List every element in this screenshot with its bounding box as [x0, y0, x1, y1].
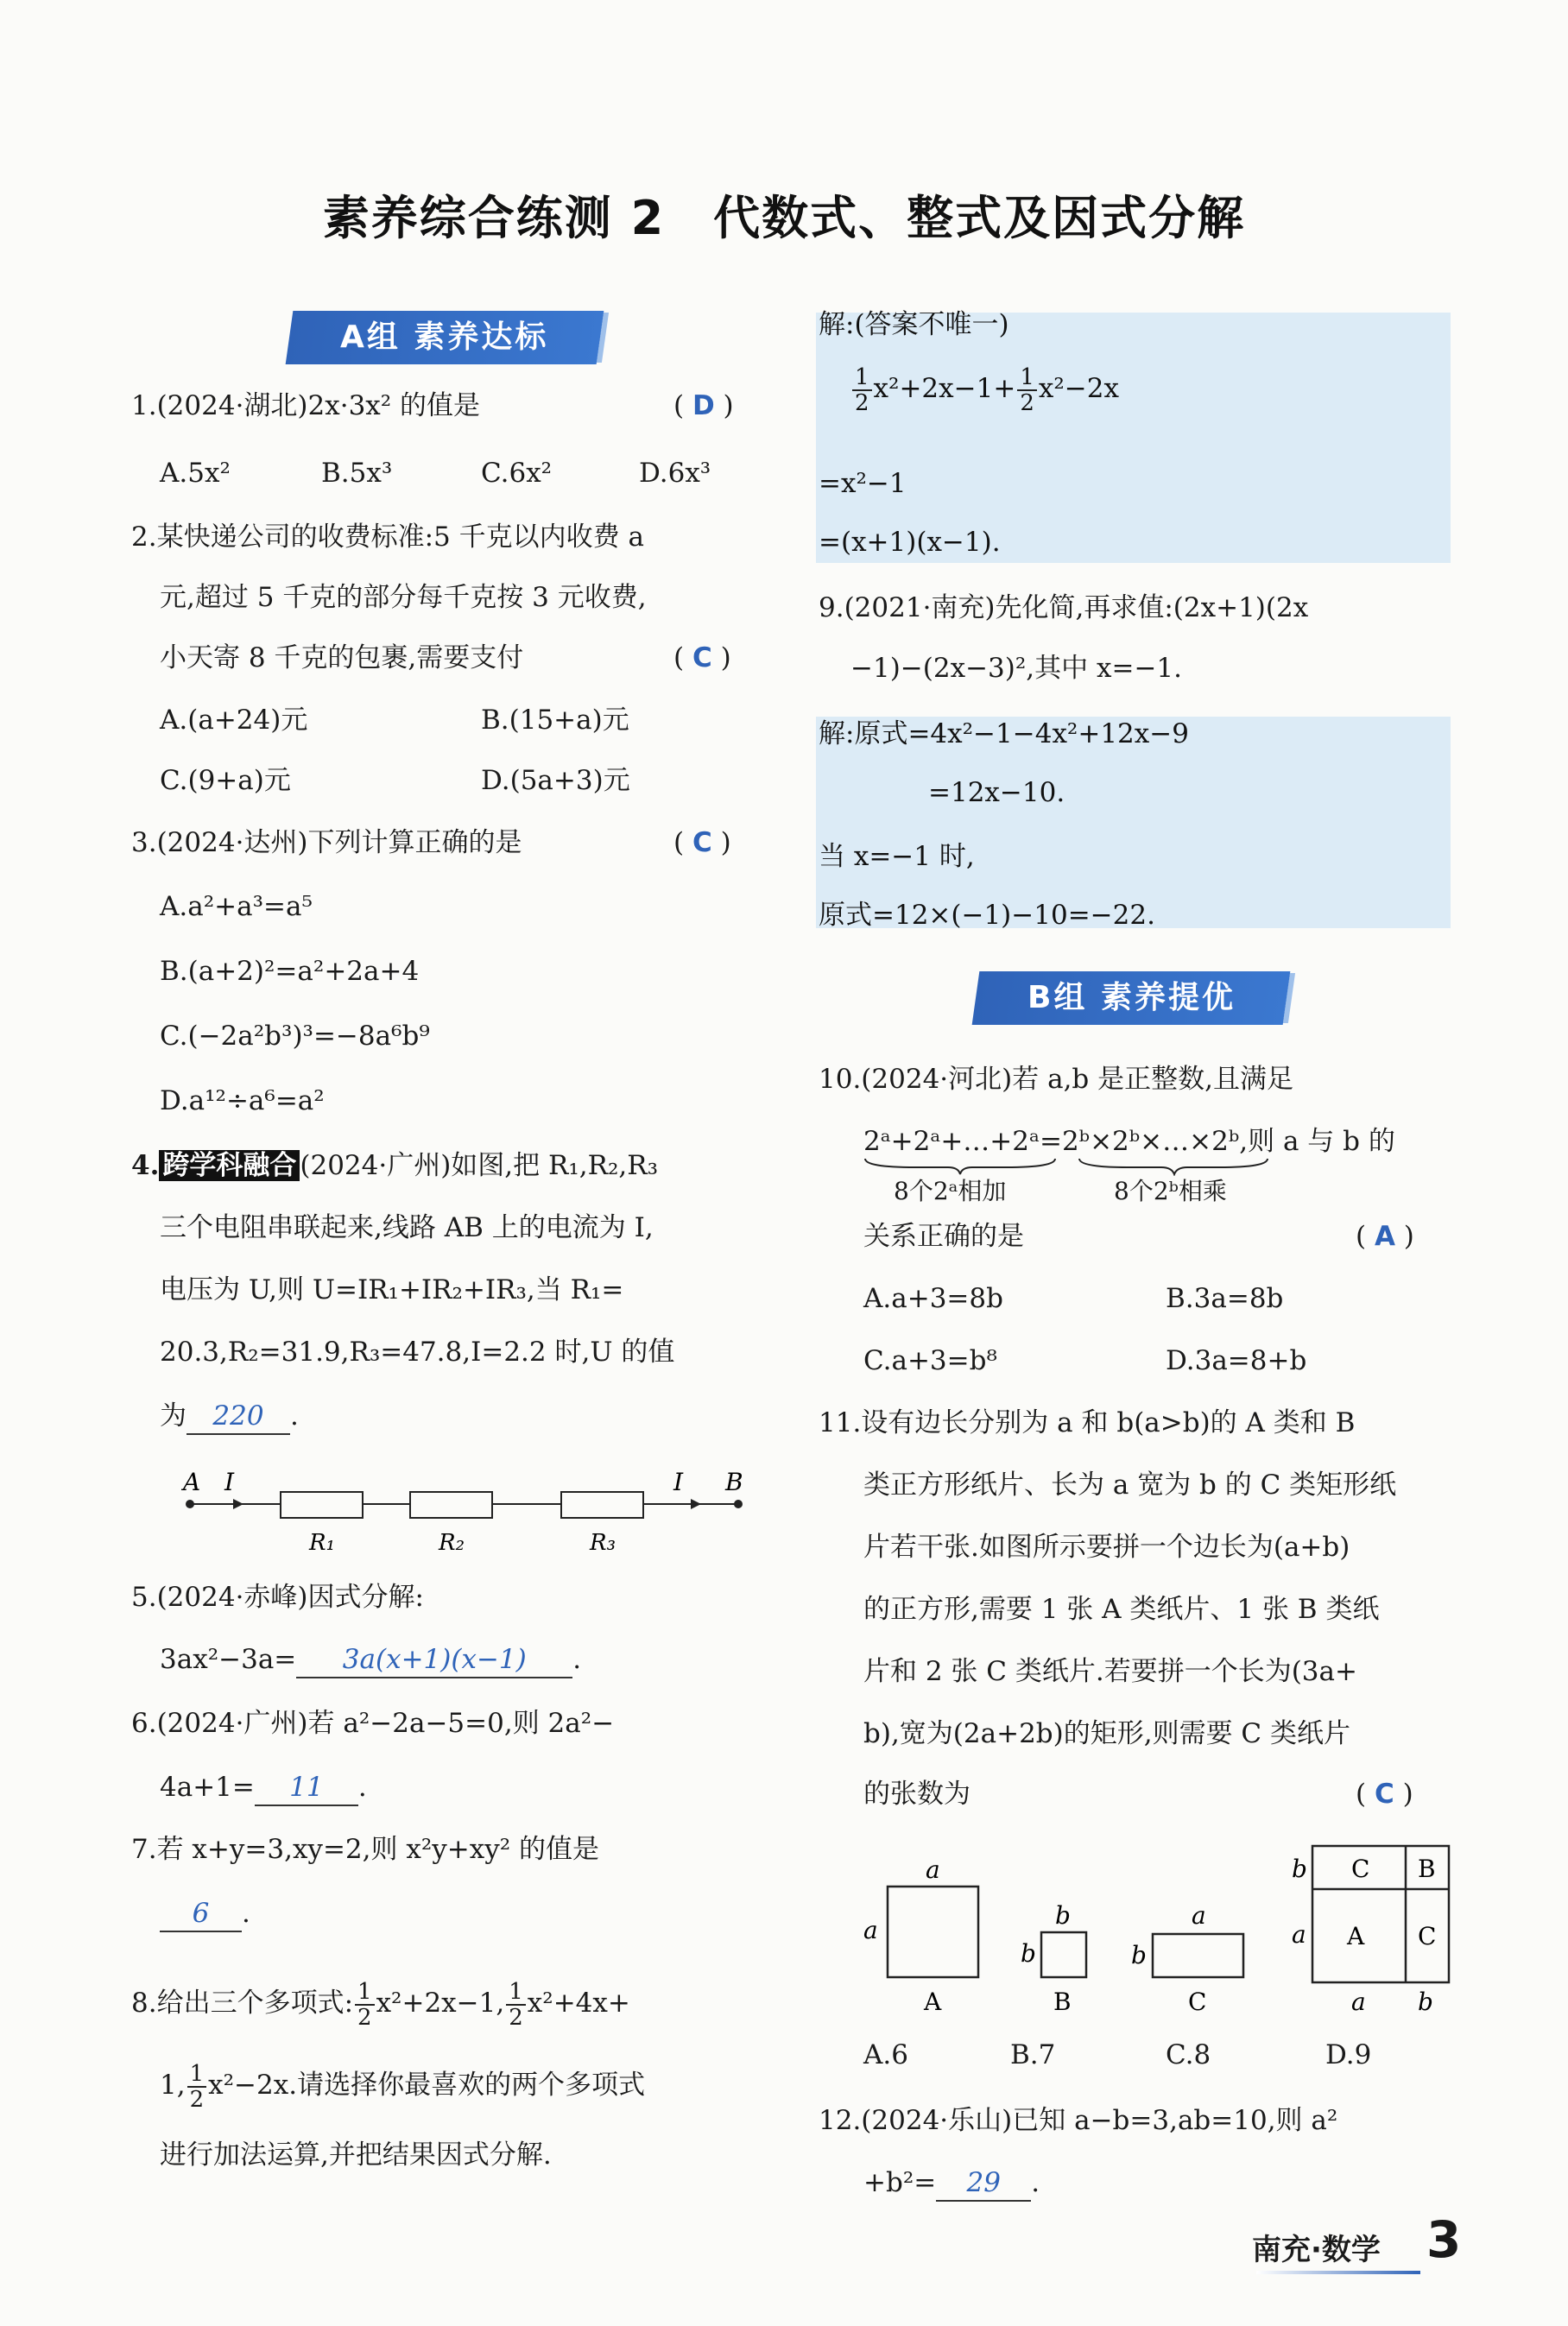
q11-opt-d: D.9 — [1325, 2039, 1372, 2070]
page-title: 素养综合练测 2 代数式、整式及因式分解 — [322, 191, 1246, 245]
fig-a-top: a — [926, 1855, 940, 1884]
fig-c-top: a — [1192, 1901, 1206, 1930]
fig-comp-c-top: C — [1351, 1855, 1370, 1883]
fig-label-a: A — [924, 1988, 942, 2016]
circuit-label-i1: I — [224, 1468, 235, 1496]
q8-solution-line3: =(x+1)(x−1). — [819, 527, 1001, 558]
q3-opt-d: D.a¹²÷a⁶=a² — [160, 1085, 325, 1116]
q1-opt-a: A.5x² — [160, 458, 231, 489]
q2-line1: 2.某快递公司的收费标准:5 千克以内收费 a — [131, 521, 644, 553]
circuit-label-b: B — [725, 1468, 743, 1496]
q10-opt-b: B.3a=8b — [1166, 1283, 1284, 1314]
q10-braces — [863, 1157, 1278, 1176]
q6-answer-blank: 11 — [255, 1770, 358, 1806]
q8-solution-line1: $\frac{1}{2}$ x²+2x−1+ $\frac{1}{2}$ x²−2x — [850, 363, 1119, 415]
q4-answer-blank: 220 — [187, 1399, 290, 1435]
footer-underline — [1256, 2271, 1420, 2274]
q3-opt-a: A.a²+a³=a⁵ — [160, 891, 313, 922]
q10-opt-a: A.a+3=8b — [863, 1283, 1003, 1314]
q8-line3: 进行加法运算,并把结果因式分解. — [160, 2140, 552, 2171]
fig-comp-a-left: a — [1292, 1920, 1306, 1949]
circuit-label-r2: R₂ — [439, 1530, 465, 1556]
q10-opt-c: C.a+3=b⁸ — [863, 1345, 997, 1376]
q10-line2: 2ᵃ+2ᵃ+…+2ᵃ=2ᵇ×2ᵇ×…×2ᵇ,则 a 与 b 的 — [863, 1126, 1395, 1157]
q10-answer: ( A ) — [1356, 1221, 1414, 1252]
fig-comp-b: B — [1418, 1855, 1436, 1883]
q4-line3: 电压为 U,则 U=IR₁+IR₂+IR₃,当 R₁= — [160, 1274, 624, 1305]
q2-opt-a: A.(a+24)元 — [160, 705, 308, 736]
q12-line1: 12.(2024·乐山)已知 a−b=3,ab=10,则 a² — [819, 2105, 1338, 2136]
q1-answer: ( D ) — [673, 390, 734, 421]
q10-line3: 关系正确的是 — [863, 1221, 1024, 1252]
q10-sum: 2ᵃ+2ᵃ+…+2ᵃ — [863, 1126, 1040, 1157]
q11-line2: 类正方形纸片、长为 a 宽为 b 的 C 类矩形纸 — [863, 1470, 1397, 1501]
q8-solution-head: 解:(答案不唯一) — [819, 309, 1009, 340]
fig-label-b: B — [1053, 1988, 1072, 2016]
circuit-diagram — [173, 1459, 760, 1563]
circuit-label-r3: R₃ — [590, 1530, 616, 1556]
fig-c-left: b — [1131, 1941, 1147, 1969]
q3-answer: ( C ) — [673, 827, 731, 858]
q11-line1: 11.设有边长分别为 a 和 b(a>b)的 A 类和 B — [819, 1407, 1356, 1438]
q8-line1: 8.给出三个多项式: $\frac{1}{2}$ x²+2x−1, $\frac{1}{2}$ x²+4x+ — [131, 1978, 630, 2031]
q2-opt-b: B.(15+a)元 — [481, 705, 629, 736]
q9-line2: −1)−(2x−3)²,其中 x=−1. — [850, 653, 1183, 684]
q8-solution-line2: =x²−1 — [819, 468, 907, 499]
q6-line2: 4a+1= 11 . — [160, 1770, 367, 1806]
q4-tag: 跨学科融合 — [159, 1150, 300, 1181]
q2-opt-c: C.(9+a)元 — [160, 765, 291, 796]
q5-answer-blank: 3a(x+1)(x−1) — [296, 1642, 572, 1678]
q7-answer-line: 6 . — [160, 1896, 250, 1932]
q10-brace-label-1: 8个2ᵃ相加 — [894, 1177, 1007, 1205]
q3-opt-c: C.(−2a²b³)³=−8a⁶b⁹ — [160, 1021, 430, 1052]
q1-opt-b: B.5x³ — [321, 458, 393, 489]
fig-comp-b-left: b — [1292, 1855, 1307, 1883]
q9-solution-line3: 当 x=−1 时, — [819, 841, 975, 872]
q2-line2: 元,超过 5 千克的部分每千克按 3 元收费, — [160, 582, 647, 613]
q11-opt-a: A.6 — [863, 2039, 908, 2070]
q11-line4: 的正方形,需要 1 张 A 类纸片、1 张 B 类纸 — [863, 1594, 1380, 1625]
q9-solution-line4: 原式=12×(−1)−10=−22. — [819, 900, 1155, 931]
q9-solution-line1: 解:原式=4x²−1−4x²+12x−9 — [819, 718, 1189, 749]
q10-opt-d: D.3a=8+b — [1166, 1345, 1307, 1376]
fig-a-left: a — [863, 1916, 878, 1944]
fig-comp-a-bottom: a — [1351, 1988, 1366, 2016]
q8-line2: 1, $\frac{1}{2}$ x²−2x.请选择你最喜欢的两个多项式 — [160, 2060, 646, 2113]
footer-subject: 南充·数学 — [1252, 2233, 1381, 2267]
group-a-banner: A组 素养达标 — [286, 311, 604, 364]
page-number: 3 — [1426, 2210, 1462, 2269]
q7-answer-blank: 6 — [160, 1896, 242, 1932]
fig-b-top: b — [1055, 1901, 1071, 1930]
q11-line3: 片若干张.如图所示要拼一个边长为(a+b) — [863, 1532, 1350, 1563]
fig-comp-a: A — [1347, 1922, 1365, 1950]
q6-line1: 6.(2024·广州)若 a²−2a−5=0,则 2a²− — [131, 1708, 615, 1739]
q7-stem: 7.若 x+y=3,xy=2,则 x²y+xy² 的值是 — [131, 1834, 600, 1865]
q11-answer: ( C ) — [1356, 1779, 1413, 1810]
circuit-label-r1: R₁ — [309, 1530, 335, 1556]
fig-comp-c-right: C — [1418, 1922, 1437, 1950]
q10-line1: 10.(2024·河北)若 a,b 是正整数,且满足 — [819, 1064, 1293, 1095]
group-b-banner: B组 素养提优 — [972, 971, 1291, 1025]
q11-line6: b),宽为(2a+2b)的矩形,则需要 C 类纸片 — [863, 1718, 1351, 1749]
q9-line1: 9.(2021·南充)先化简,再求值:(2x+1)(2x — [819, 592, 1309, 623]
circuit-label-i2: I — [673, 1468, 684, 1496]
q10-product: 2ᵇ×2ᵇ×…×2ᵇ — [1061, 1126, 1240, 1157]
q11-opt-c: C.8 — [1166, 2039, 1211, 2070]
q11-figure — [855, 1839, 1459, 2029]
q11-opt-b: B.7 — [1010, 2039, 1056, 2070]
q5-stem: 5.(2024·赤峰)因式分解: — [131, 1582, 424, 1613]
q11-line7: 的张数为 — [863, 1779, 971, 1810]
circuit-label-a: A — [183, 1468, 201, 1496]
q1-stem: 1.(2024·湖北)2x·3x² 的值是 — [131, 390, 481, 421]
q4-line4: 20.3,R₂=31.9,R₃=47.8,I=2.2 时,U 的值 — [160, 1337, 675, 1368]
q12-answer-blank: 29 — [936, 2165, 1031, 2202]
q1-opt-d: D.6x³ — [639, 458, 711, 489]
q10-brace-label-2: 8个2ᵇ相乘 — [1114, 1177, 1227, 1205]
q11-line5: 片和 2 张 C 类纸片.若要拼一个长为(3a+ — [863, 1656, 1357, 1687]
q12-line2: +b²= 29 . — [863, 2165, 1040, 2202]
q2-answer: ( C ) — [673, 642, 731, 673]
fig-b-left: b — [1021, 1939, 1036, 1968]
q2-opt-d: D.(5a+3)元 — [481, 765, 630, 796]
q5-expr: 3ax²−3a= 3a(x+1)(x−1) . — [160, 1642, 581, 1678]
q4-line5: 为 220 . — [160, 1399, 299, 1435]
q2-line3: 小天寄 8 千克的包裹,需要支付 — [160, 642, 524, 673]
fig-label-c: C — [1188, 1988, 1207, 2016]
q1-opt-c: C.6x² — [481, 458, 553, 489]
q4-line2: 三个电阻串联起来,线路 AB 上的电流为 I, — [160, 1212, 654, 1243]
q3-stem: 3.(2024·达州)下列计算正确的是 — [131, 827, 522, 858]
q3-opt-b: B.(a+2)²=a²+2a+4 — [160, 956, 420, 987]
fig-comp-b-bottom: b — [1418, 1988, 1433, 2016]
q9-solution-line2: =12x−10. — [928, 777, 1065, 808]
q4-line1: 4. 跨学科融合 (2024·广州)如图,把 R₁,R₂,R₃ — [131, 1150, 659, 1181]
